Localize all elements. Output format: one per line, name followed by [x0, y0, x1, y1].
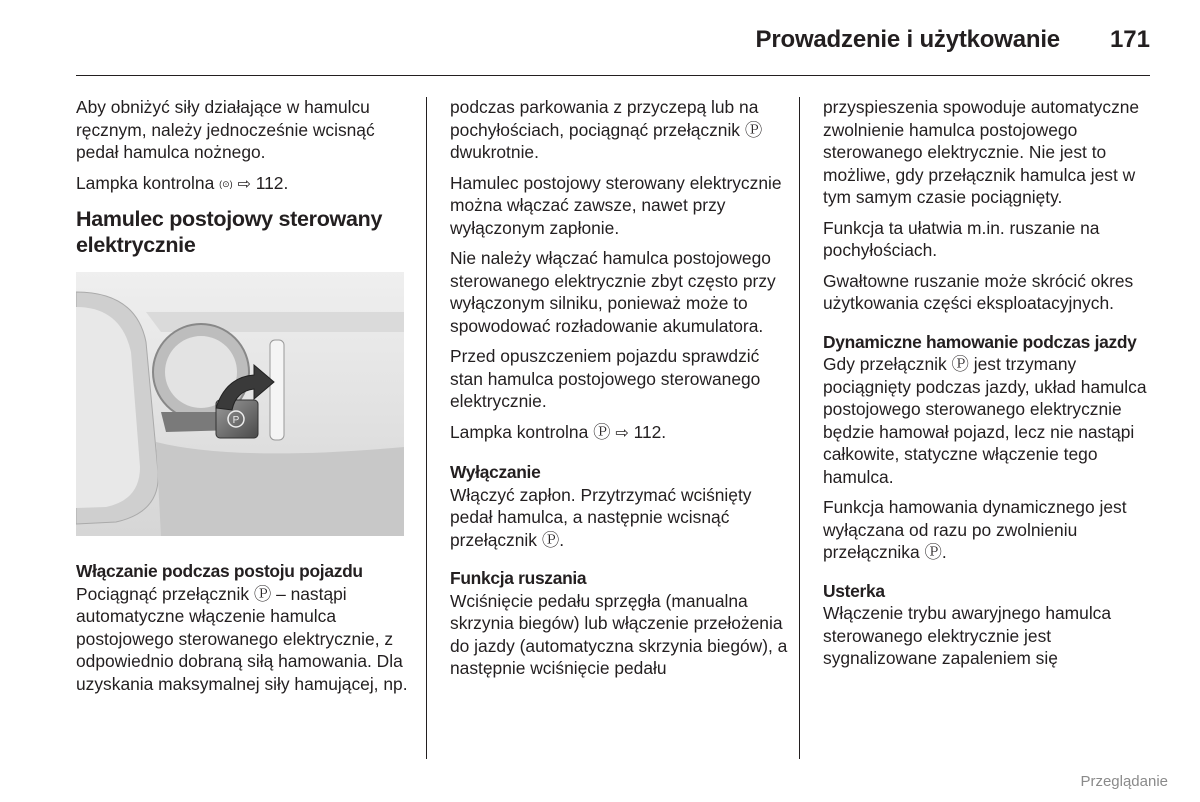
subheading: Dynamiczne hamowanie podczas jazdy	[823, 331, 1137, 352]
text: Lampka kontrolna Ⓟ	[450, 421, 611, 442]
reference-arrow-icon: ⇨	[237, 175, 251, 193]
page-reference[interactable]: 112.	[255, 172, 289, 193]
paragraph: Gdy przełącznik Ⓟ jest trzymany pociągnięty podczas jazdy, układ hamulca postojowego sterowanego elektrycznie będzie hamował pojazd, lecz nie nastąpi całkowite, statyczne włączenie tego hamulca.	[823, 354, 1147, 487]
column-divider-1	[426, 97, 427, 759]
page-header	[756, 26, 1150, 56]
header-rule	[76, 75, 1150, 76]
subheading: Funkcja ruszania	[450, 568, 587, 588]
paragraph: Hamulec postojowy sterowany elektrycznie można włączać zawsze, nawet przy wyłączonym zapłonie.	[450, 172, 782, 238]
paragraph: Włączyć zapłon. Przytrzymać wciśnięty pedał hamulca, a następnie wcisnąć przełącznik Ⓟ.	[450, 484, 752, 550]
parking-brake-switch-illustration	[76, 272, 404, 536]
section-title: Prowadzenie i użytkowanie	[755, 26, 1060, 53]
paragraph	[76, 172, 416, 197]
paragraph	[450, 421, 795, 446]
section-heading: Hamulec postojowy sterowany elektrycznie	[76, 207, 383, 257]
paragraph: Gwałtowne ruszanie może skrócić okres użytkowania części eksploatacyjnych.	[823, 270, 1134, 313]
paragraph: Nie należy włączać hamulca postojowego sterowanego elektrycznie zbyt często przy wyłączonym silniku, ponieważ może to spowodować rozładowanie akumulatora.	[450, 248, 776, 336]
page-number: 171	[1109, 26, 1150, 53]
paragraph: Funkcja ta ułatwia m.in. ruszanie na pochyłościach.	[823, 217, 1100, 260]
text: Lampka kontrolna	[76, 172, 215, 193]
column-1	[76, 96, 416, 703]
column-3	[823, 96, 1153, 678]
paragraph: Funkcja hamowania dynamicznego jest wyłączana od razu po zwolnieniu przełącznika Ⓟ.	[823, 497, 1127, 562]
paragraph: Wciśnięcie pedału sprzęgła (manualna skrzynia biegów) lub włączenie przełożenia do jazdy (automatyczna skrzynia biegów), a następnie wciśnięcie pedału	[450, 590, 788, 678]
paragraph: przyspieszenia spowoduje automatyczne zwolnienie hamulca postojowego sterowanego elektrycznie. Nie jest to możliwe, gdy przełącznik hamulca jest w tym samym czasie pociągnięty.	[823, 97, 1140, 207]
watermark-label: Przeglądanie	[1080, 773, 1168, 790]
paragraph: podczas parkowania z przyczepą lub na pochyłościach, pociągnąć przełącznik Ⓟ dwukrotnie.	[450, 97, 763, 162]
page-reference[interactable]: 112.	[633, 421, 667, 442]
paragraph: Pociągnąć przełącznik Ⓟ – nastąpi automatyczne włączenie hamulca postojowego sterowanego elektrycznie, z odpowiednio dobraną siłą hamowania. Dla uzyskania maksymalnej siły hamującej, np.	[76, 583, 408, 694]
paragraph: Włączenie trybu awaryjnego hamulca sterowanego elektrycznie jest sygnalizowane zapaleniem się	[823, 603, 1112, 668]
subheading: Włączanie podczas postoju pojazdu	[76, 561, 363, 581]
subheading: Usterka	[823, 580, 885, 601]
paragraph: Aby obniżyć siły działające w hamulcu ręcznym, należy jednocześnie wcisnąć pedał hamulca nożnego.	[76, 97, 375, 162]
column-2	[450, 96, 795, 688]
switch-symbol-label: P	[232, 415, 240, 426]
reference-arrow-icon: ⇨	[615, 424, 629, 442]
subheading: Wyłączanie	[450, 462, 541, 482]
brake-warning-icon: (⊙)	[219, 178, 233, 189]
paragraph: Przed opuszczeniem pojazdu sprawdzić stan hamulca postojowego sterowanego elektrycznie.	[450, 346, 761, 411]
column-divider-2	[799, 97, 800, 759]
